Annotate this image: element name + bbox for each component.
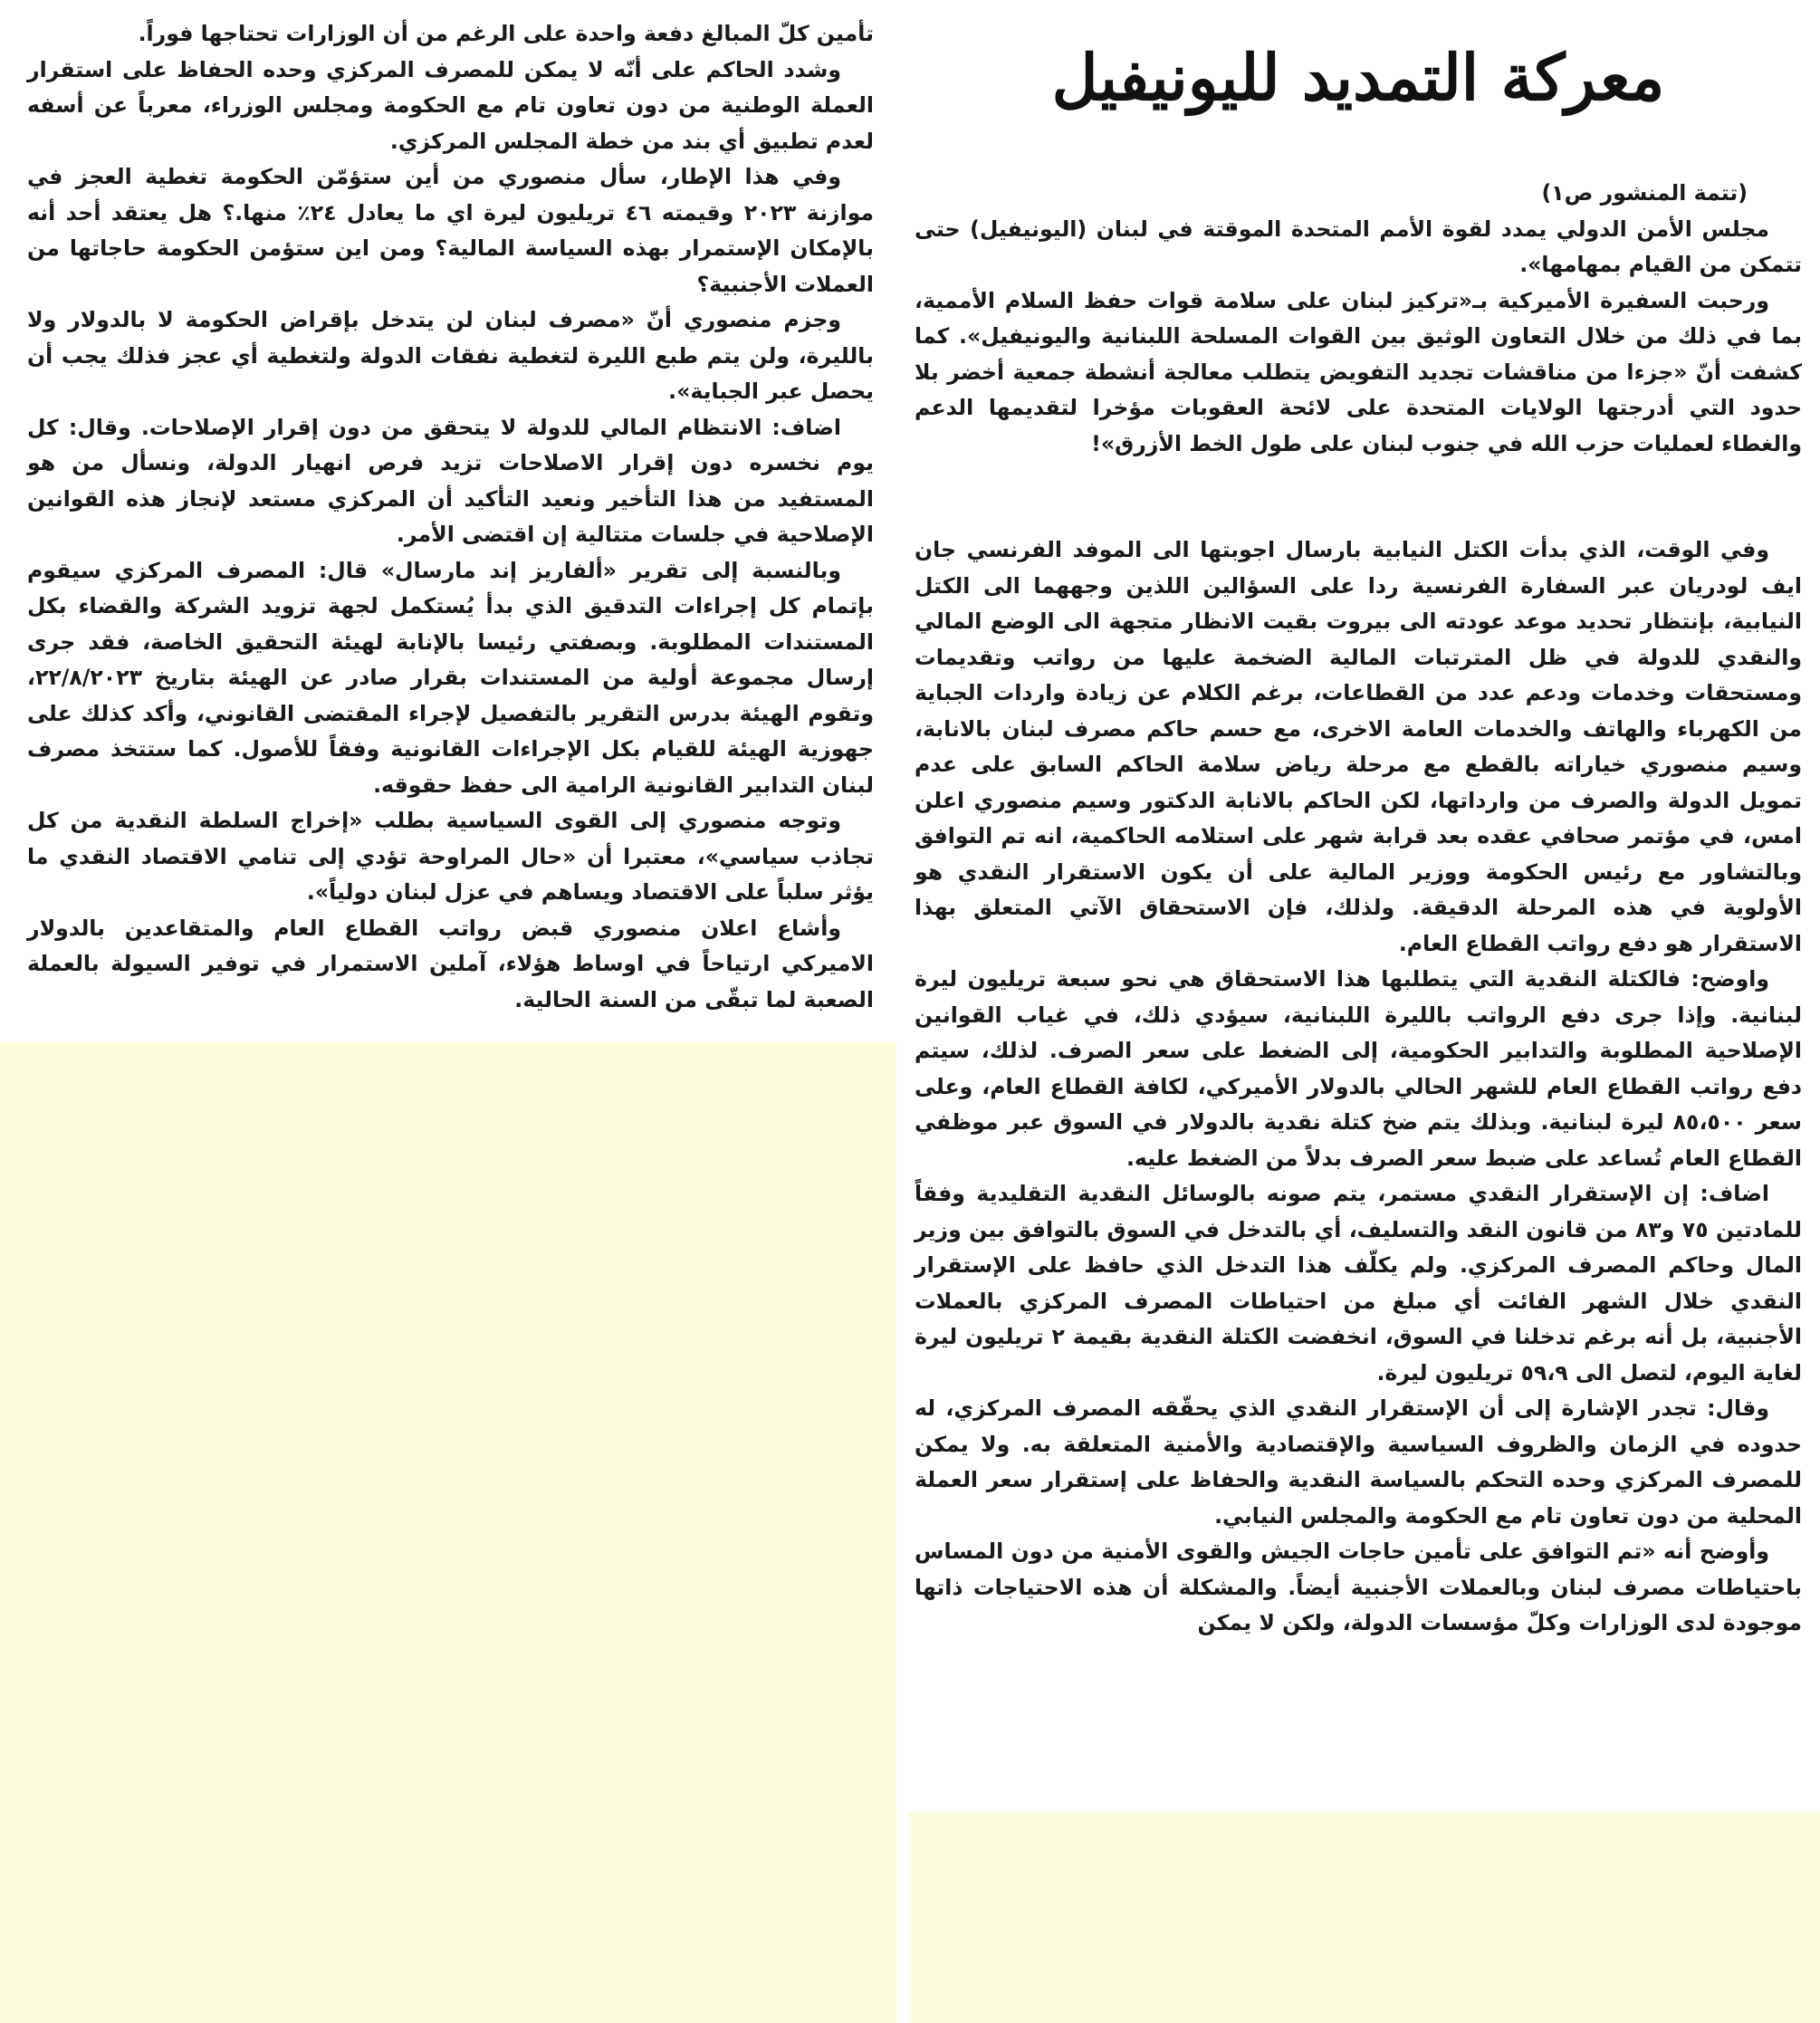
paragraph: وفي الوقت، الذي بدأت الكتل النيابية بارسال اجوبتها الى الموفد الفرنسي جان ايف لودريان عبر السفارة الفرنسية ردا على السؤالين اللذين وجههما الى الكتل النيابية، بإنتظار تحديد موعد عودته الى بيروت بقيت الانظار متجهة الى الوضع المالي والنقدي للدولة في ظل المترتبات المالية الضخمة عليها من رواتب وتقديمات ومستحقات وخدمات ودعم عدد من القطاعات، برغم الكلام عن زيادة واردات الجباية من الكهرباء والهاتف والخدمات العامة الاخرى، مع حسم حاكم مصرف لبنان بالانابة، وسيم منصوري خياراته بالقطع مع مرحلة رياض سلامة الحاكم السابق على عدم تمويل الدولة والصرف من وارداتها، لكن الحاكم بالانابة الدكتور وسيم منصوري اعلن امس، في مؤتمر صحافي عقده بعد قرابة شهر على استلامه الحاكمية، انه تم التوافق وبالتشاور مع رئيس الحكومة ووزير المالية على أن يكون الاستقرار النقدي هو الأولوية في هذه المرحلة الدقيقة. ولذلك، فإن الاستحقاق الآتي المتعلق بهذا الاستقرار هو دفع رواتب القطاع العام.: [915, 537, 1802, 956]
paragraph: وقال: تجدر الإشارة إلى أن الإستقرار النقدي الذي يحقّقه المصرف المركزي، له حدوده في الزمان والظروف السياسية والإقتصادية والأمنية المتعلقة به. ولا يمكن للمصرف المركزي وحده التحكم بالسياسة النقدية والحفاظ على إستقرار سعر العملة المحلية من دون تعاون تام مع الحكومة والمجلس النيابي.: [915, 1395, 1802, 1529]
paragraph: واوضح: فالكتلة النقدية التي يتطلبها هذا الاستحقاق هي نحو سبعة تريليون ليرة لبنانية. وإذا جرى دفع الرواتب بالليرة اللبنانية، سيؤدي ذلك، في غياب القوانين الإصلاحية المطلوبة والتدابير الحكومية، إلى الضغط على سعر الصرف. لذلك، سيتم دفع رواتب القطاع العام للشهر الحالي بالدولار الأميركي، لكافة القطاع العام، وعلى سعر ٨٥،٥٠٠ ليرة لبنانية. وبذلك يتم ضخ كتلة نقدية بالدولار في السوق عبر موظفي القطاع العام تُساعد على ضبط سعر الصرف بدلاً من الضغط عليه.: [915, 966, 1802, 1171]
article-column-left: [27, 16, 874, 1018]
background-panel-right: [908, 1811, 1820, 2023]
paragraph: وجزم منصوري أنّ «مصرف لبنان لن يتدخل بإقراض الحكومة لا بالدولار ولا بالليرة، ولن يتم طبع الليرة لتغطية نفقات الدولة ولتغطية أي عجز فذلك يجب أن يحصل عبر الجباية».: [27, 307, 874, 404]
paragraph: مجلس الأمن الدولي يمدد لقوة الأمم المتحدة الموقتة في لبنان (اليونيفيل) حتى تتمكن من القيام بمهامها».: [915, 216, 1802, 277]
background-panel-left: [0, 1041, 896, 2023]
paragraph: وفي هذا الإطار، سأل منصوري من أين ستؤمّن الحكومة تغطية العجز في موازنة ٢٠٢٣ وقيمته ٤٦ تريليون ليرة اي ما يعادل ٢٤٪ منها.؟ هل يعتقد أحد أنه بالإمكان الإستمرار بهذه السياسة المالية؟ ومن اين ستؤمن الحكومة حاجاتها من العملات الأجنبية؟: [27, 164, 874, 297]
paragraph: تأمين كلّ المبالغ دفعة واحدة على الرغم من أن الوزارات تحتاجها فوراً.: [138, 21, 874, 46]
paragraph-gap: [915, 462, 1802, 532]
paragraph: وأوضح أنه «تم التوافق على تأمين حاجات الجيش والقوى الأمنية من دون المساس باحتياطات مصرف لبنان وبالعملات الأجنبية أيضاً. والمشكلة أن هذه الاحتياجات ذاتها موجودة لدى الوزارات وكلّ مؤسسات الدولة، ولكن لا يمكن: [915, 1539, 1802, 1635]
continued-note: (تتمة المنشور ص١): [1541, 180, 1748, 206]
paragraph: وشدد الحاكم على أنّه لا يمكن للمصرف المركزي وحده الحفاظ على استقرار العملة الوطنية من دون تعاون تام مع الحكومة ومجلس الوزراء، معرباً عن أسفه لعدم تطبيق أي بند من خطة المجلس المركزي.: [27, 56, 874, 154]
paragraph: وأشاع اعلان منصوري قبض رواتب القطاع العام والمتقاعدين بالدولار الاميركي ارتياحاً في اوساط هؤلاء، آملين الاستمرار في توفير السيولة بالعملة الصعبة لما تبقّى من السنة الحالية.: [27, 915, 874, 1012]
paragraph: وتوجه منصوري إلى القوى السياسية بطلب «إخراج السلطة النقدية من كل تجاذب سياسي»، معتبرا أن «حال المراوحة تؤدي إلى تنامي الاقتصاد النقدي ما يؤثر سلباً على الاقتصاد ويساهم في عزل لبنان دولياً».: [27, 808, 874, 905]
article-column-right: [915, 0, 1802, 1642]
paragraph: اضاف: الانتظام المالي للدولة لا يتحقق من دون إقرار الإصلاحات. وقال: كل يوم نخسره دون إقرار الاصلاحات تزيد فرص انهيار الدولة، ونسأل من هو المستفيد من هذا التأخير ونعيد التأكيد أن المركزي مستعد لإنجاز هذه القوانين الإصلاحية في جلسات متتالية إن اقتضى الأمر.: [27, 414, 874, 547]
paragraph: وبالنسبة إلى تقرير «ألفاريز إند مارسال» قال: المصرف المركزي سيقوم بإتمام كل إجراءات التدقيق الذي بدأ يُستكمل لجهة تزويد الشركة والقضاء بكل المستندات المطلوبة. وبصفتي رئيسا بالإنابة لهيئة التحقيق الخاصة، فقد جرى إرسال مجموعة أولية من المستندات بقرار صادر عن الهيئة بتاريخ ٢٢/٨/٢٠٢٣، وتقوم الهيئة بدرس التقرير بالتفصيل لإجراء المقتضى القانوني، وأكد كذلك على جهوزية الهيئة للقيام بكل الإجراءات القانونية وفقاً للأصول. كما ستتخذ مصرف لبنان التدابير القانونية الرامية الى حفظ حقوقه.: [27, 557, 874, 798]
article-headline: معركة التمديد لليونيفيل: [1051, 40, 1665, 115]
paragraph: ورحبت السفيرة الأميركية بـ«تركيز لبنان على سلامة قوات حفظ السلام الأممية، بما في ذلك من خلال التعاون الوثيق بين القوات المسلحة اللبنانية واليونيفيل». كما كشفت أنّ «جزءا من مناقشات تجديد التفويض يتطلب معالجة أنشطة جمعية أخضر بلا حدود التي أدرجتها الولايات المتحدة على لائحة العقوبات مؤخرا لتقديمها الدعم والغطاء لعمليات حزب الله في جنوب لبنان على طول الخط الأزرق»!: [915, 287, 1802, 456]
paragraph: اضاف: إن الإستقرار النقدي مستمر، يتم صونه بالوسائل النقدية التقليدية وفقاً للمادتين ٧٥ و٨٣ من قانون النقد والتسليف، أي بالتدخل في السوق بالتوافق بين وزير المال وحاكم المصرف المركزي. ولم يكلّف هذا التدخل الذي حافظ على الإستقرار النقدي خلال الشهر الفائت أي مبلغ من احتياطات المصرف المركزي بالعملات الأجنبية، بل أنه برغم تدخلنا في السوق، انخفضت الكتلة النقدية بقيمة ٢ تريليون ليرة لغاية اليوم، لتصل الى ٥٩،٩ تريليون ليرة.: [915, 1181, 1802, 1385]
